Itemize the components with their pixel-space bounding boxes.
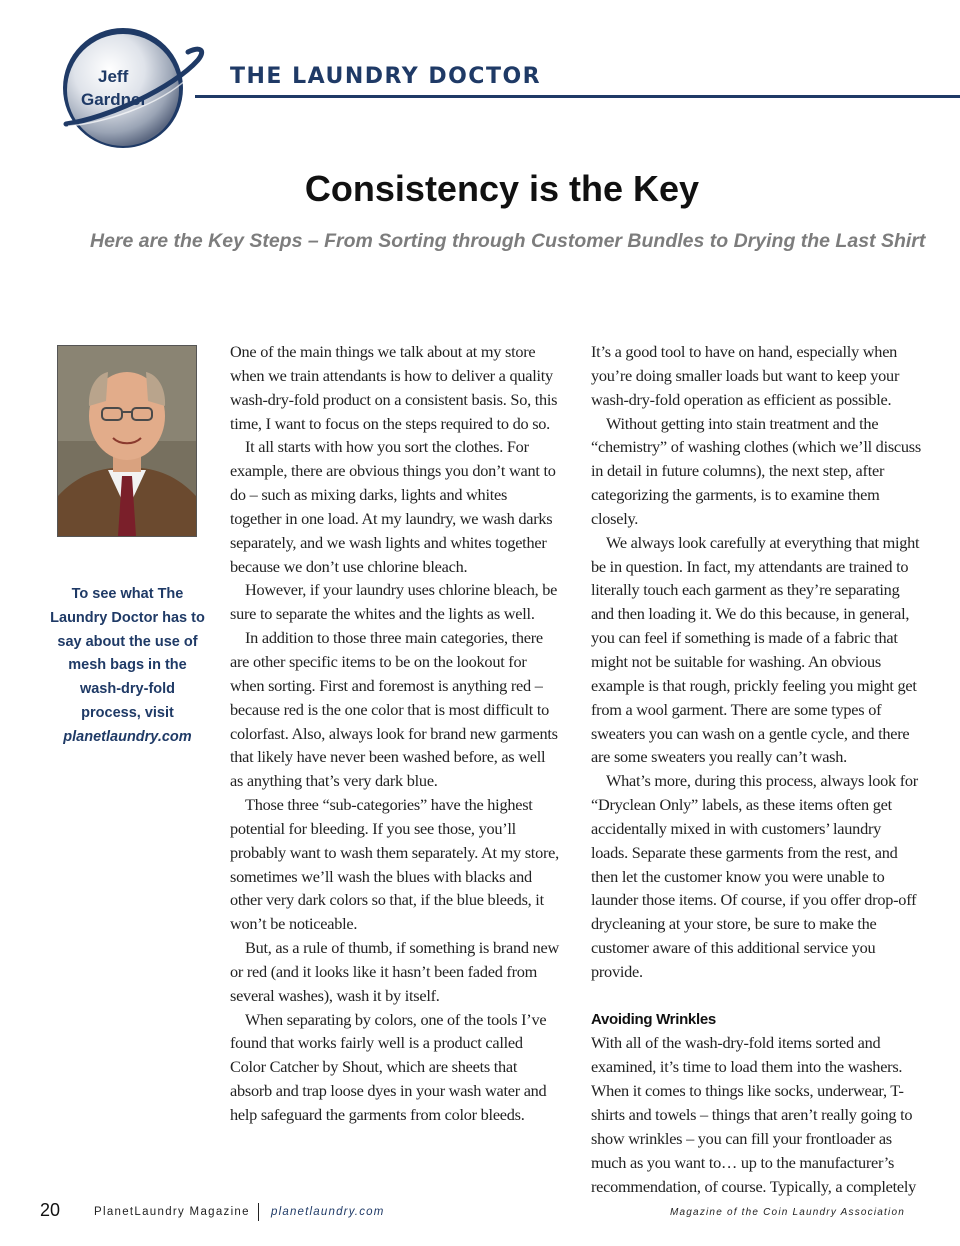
author-last-name: Gardner xyxy=(81,90,148,109)
author-logo xyxy=(48,28,218,153)
paragraph: Those three “sub-categories” have the highest potential for bleeding. If you see those, you’ll probably want to wash them separately. At my store, sometimes we’ll wash the blues with blacks and other very dark colors so that, if the blue bleeds, it won’t be noticeable. xyxy=(230,795,559,934)
article-column-left xyxy=(230,340,562,1127)
sidebar-note-text: To see what The Laundry Doctor has to say about the use of mesh bags in the wash-dry-fold process, visit xyxy=(50,586,205,721)
article-deck: Here are the Key Steps – From Sorting through Customer Bundles to Drying the Last Shirt xyxy=(90,230,926,252)
paragraph: When separating by colors, one of the tools I’ve found that works fairly well is a product called Color Catcher by Shout, which are sheets that absorb and trap loose dyes in your wash water and help safeguard the garments from color bleeds. xyxy=(230,1009,547,1124)
footer-magazine-name: PlanetLaundry Magazine xyxy=(94,1206,250,1218)
article-column-right xyxy=(591,340,921,1198)
paragraph: One of the main things we talk about at my store when we train attendants is how to deliver a quality wash-dry-fold product on a consistent basis. So, this time, I want to focus on the steps required to do so. xyxy=(230,342,558,433)
paragraph: We always look carefully at everything that might be in question. In fact, my attendants are trained to literally touch each garment as they’re separating and then loading it. We do this because, in general, you can feel if something is made of a fabric that might not be suitable for washing. An obvious example is that rough, prickly feeling you might get from a wool garment. There are some types of sweaters you can wash on a gentle cycle, and there are some sweaters you really can’t wash. xyxy=(591,532,920,767)
footer-association: Magazine of the Coin Laundry Association xyxy=(670,1207,905,1218)
paragraph: In addition to those three main categories, there are other specific items to be on the lookout for when sorting. First and foremost is anything red – because red is the one color that is most difficult to colorfast. Also, always look for brand new garments that likely have never been washed before, as well as anything that’s very dark blue. xyxy=(230,628,558,791)
page-number: 20 xyxy=(40,1200,61,1220)
paragraph: It’s a good tool to have on hand, especially when you’re doing smaller loads but want to keep your wash-dry-fold operation as efficient as possible. xyxy=(591,342,900,409)
footer-url-link[interactable]: planetlaundry.com xyxy=(271,1206,385,1218)
author-first-name: Jeff xyxy=(98,67,129,86)
paragraph: However, if your laundry uses chlorine bleach, be sure to separate the whites and the lights as well. xyxy=(230,580,558,624)
header-rule xyxy=(195,95,960,98)
paragraph: It all starts with how you sort the clothes. For example, there are obvious things you don’t want to do – such as mixing darks, lights and whites together in one load. At my laundry, we wash darks separately, and we wash lights and whites together because we don’t use chlorine bleach. xyxy=(230,437,556,576)
article-headline: Consistency is the Key xyxy=(304,168,700,209)
sidebar-note xyxy=(50,583,205,750)
footer-divider xyxy=(258,1203,259,1221)
section-subhead: Avoiding Wrinkles xyxy=(591,1010,716,1028)
paragraph: Without getting into stain treatment and the “chemistry” of washing clothes (which we’ll discuss in detail in future columns), the next step, after categorizing the garments, is to examine them closely. xyxy=(591,413,921,528)
paragraph: What’s more, during this process, always look for “Dryclean Only” labels, as these items often get accidentally mixed in with customers’ laundry loads. Separate these garments from the rest, and then let the customer know you were unable to launder those items. Of course, if you offer drop-off drycleaning at your store, be sure to make the customer aware of this additional service you provide. xyxy=(591,771,918,981)
paragraph: But, as a rule of thumb, if something is brand new or red (and it looks like it hasn’t been faded from several washes), wash it by itself. xyxy=(230,938,559,1005)
column-title: THE LAUNDRY DOCTOR xyxy=(230,64,542,89)
paragraph: With all of the wash-dry-fold items sorted and examined, it’s time to load them into the washers. When it comes to things like socks, underwear, T-shirts and towels – things that aren’t really going to show wrinkles – you can fill your frontloader as much as you want to… up to the manufacturer’s recommendation, of course. Typically, a completely xyxy=(591,1033,916,1196)
sidebar-link[interactable]: planetlaundry.com xyxy=(63,728,192,745)
author-photo xyxy=(57,345,197,537)
